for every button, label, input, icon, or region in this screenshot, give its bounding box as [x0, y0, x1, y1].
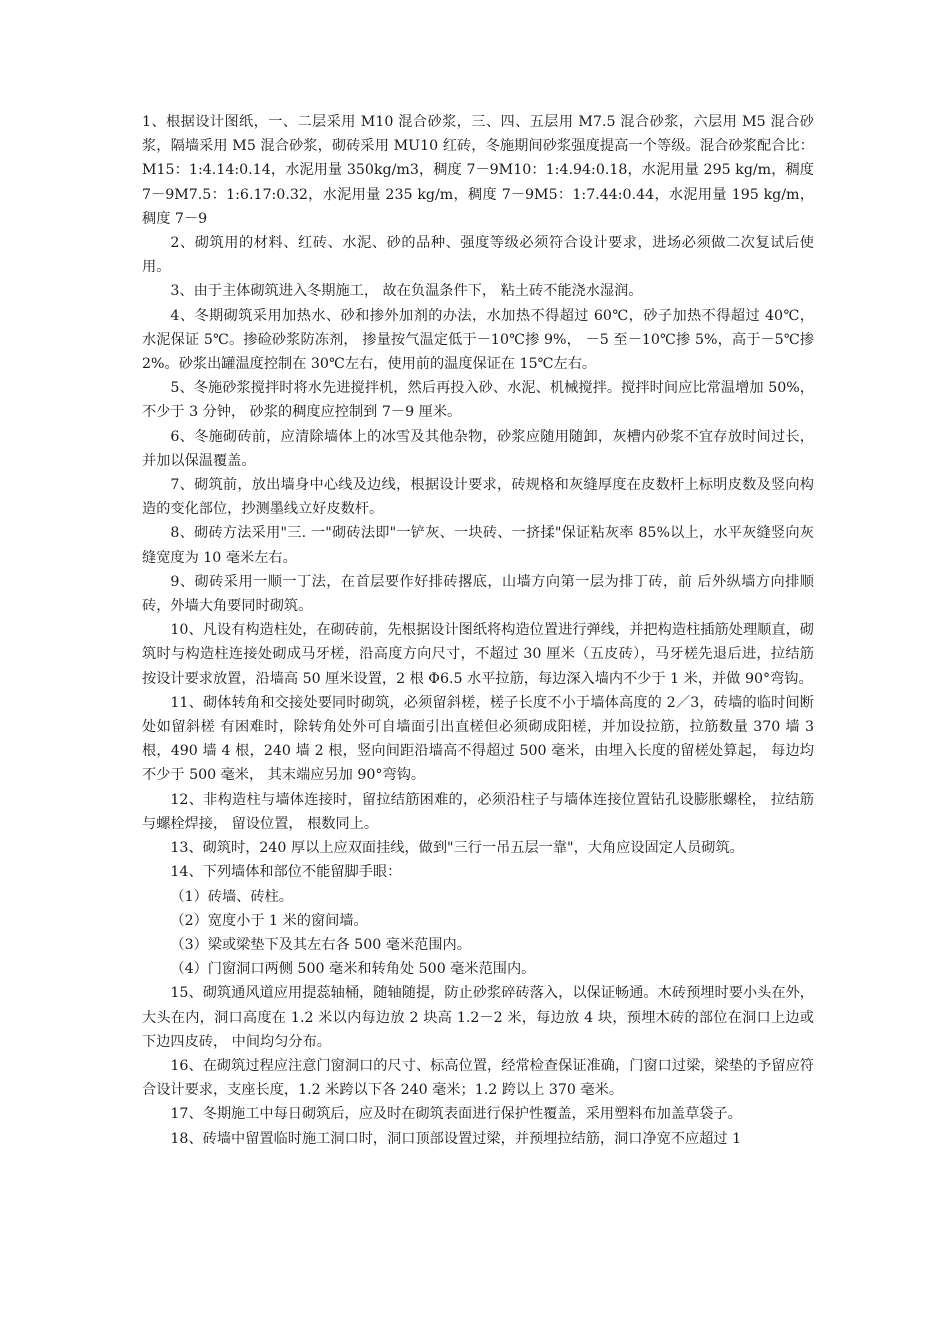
document-body: [142, 110, 814, 1151]
paragraph-5: 5、冬施砂浆搅拌时将水先进搅拌机，然后再投入砂、水泥、机械搅拌。搅拌时间应比常温增加 50%， 不少于 3 分钟， 砂浆的稠度应控制到 7－9 厘米。: [142, 380, 814, 421]
paragraph-1: 1、根据设计图纸，一、二层采用 M10 混合砂浆，三、四、五层用 M7.5 混合砂浆，六层用 M5 混合砂浆，隔墙采用 M5 混合砂浆，砌砖采用 MU10 红砖，冬施期间砂浆强度提高一个等级。混合砂浆配合比：M15：1:4.14:0.14，水泥用量 350kg/m3，稠度 7－9M10：1:4.94:0.18，水泥用量 295 kg/m，稠度 7－9M7.5：1:6.17:0.32，水泥用量 235 kg/m，稠度 7－9M5：1:7.44:0.44，水泥用量 195 kg/m， 稠度 7－9: [142, 114, 814, 227]
paragraph-14: 14、下列墙体和部位不能留脚手眼：: [170, 864, 402, 881]
paragraph-8: 8、砌砖方法采用"三. 一"砌砖法即"一铲灰、一块砖、一挤揉"保证粘灰率 85%以上，水平灰缝竖向灰缝宽度为 10 毫米左右。: [142, 525, 814, 566]
paragraph-12: 12、非构造柱与墙体连接时，留拉结筋困难的，必须沿柱子与墙体连接位置钻孔设膨胀螺栓， 拉结筋与螺栓焊接， 留设位置， 根数同上。: [142, 791, 814, 832]
paragraph-17: 17、冬期施工中每日砌筑后，应及时在砌筑表面进行保护性覆盖，采用塑料布加盖草袋子。: [170, 1106, 742, 1123]
paragraph-7: 7、砌筑前，放出墙身中心线及边线，根据设计要求，砖规格和灰缝厚度在皮数杆上标明皮数及竖向构造的变化部位，抄测墨线立好皮数杆。: [142, 477, 814, 518]
paragraph-11: 11、砌体转角和交接处要同时砌筑，必须留斜槎，槎子长度不小于墙体高度的 2／3，砖墙的临时间断处如留斜槎 有困难时，除转角处外可自墙面引出直槎但必须砌成阳槎，并加设拉筋，拉筋数量 370 墙 3 根，490 墙 4 根，240 墙 2 根，竖向间距沿墙高不得超过 500 毫米，由埋入长度的留槎处算起， 每边均不少于 500 毫米， 其末端应另加 90°弯钩。: [142, 694, 814, 784]
paragraph-10: 10、凡设有构造柱处，在砌砖前，先根据设计图纸将构造位置进行弹线，并把构造柱插筋处理顺直，砌筑时与构造柱连接处砌成马牙槎，沿高度方向尺寸，不超过 30 厘米（五皮砖），马牙槎先退后进，拉结筋按设计要求放置，沿墙高 50 厘米设置，2 根 Φ6.5 水平拉筋，每边深入墙内不少于 1 米，并做 90°弯钩。: [142, 622, 814, 687]
paragraph-16: 16、在砌筑过程应注意门窗洞口的尺寸、标高位置，经常检查保证准确，门窗口过梁，梁垫的予留应符合设计要求，支座长度，1.2 米跨以下各 240 毫米；1.2 跨以上 370 毫米。: [142, 1057, 814, 1099]
paragraph-15: 15、砌筑通风道应用提蕊轴桶，随轴随提，防止砂浆碎砖落入，以保证畅通。木砖预埋时要小头在外，大头在内，洞口高度在 1.2 米以内每边放 2 块高 1.2－2 米，每边放 4 块，预埋木砖的部位在洞口上边或下边四皮砖， 中间均匀分布。: [142, 985, 814, 1050]
paragraph-13: 13、砌筑时，240 厚以上应双面挂线，做到"三行一吊五层一靠"，大角应设固定人员砌筑。: [170, 840, 744, 857]
list-item-2: （2）宽度小于 1 米的窗间墙。: [170, 912, 368, 929]
paragraph-6: 6、冬施砌砖前，应清除墙体上的冰雪及其他杂物，砂浆应随用随卸，灰槽内砂浆不宜存放时间过长， 并加以保温覆盖。: [142, 428, 814, 469]
paragraph-2: 2、砌筑用的材料、红砖、水泥、砂的品种、强度等级必须符合设计要求，进场必须做二次复试后使用。: [142, 235, 814, 276]
list-item-1: （1）砖墙、砖柱。: [170, 888, 293, 905]
paragraph-3: 3、由于主体砌筑进入冬期施工， 故在负温条件下， 粘土砖不能浇水湿润。: [170, 283, 643, 300]
paragraph-9: 9、砌砖采用一顺一丁法，在首层要作好排砖撂底，山墙方向第一层为排丁砖，前 后外纵墙方向排顺砖，外墙大角要同时砌筑。: [142, 573, 814, 615]
list-item-4: （4）门窗洞口两侧 500 毫米和转角处 500 毫米范围内。: [170, 961, 536, 978]
paragraph-4: 4、冬期砌筑采用加热水、砂和掺外加剂的办法，水加热不得超过 60℃，砂子加热不得超过 40℃， 水泥保证 5℃。掺硷砂浆防冻剂， 掺量按气温定低于－10℃掺 9%， －5 至－10℃掺 5%，高于－5℃掺 2%。砂浆出罐温度控制在 30℃左右，使用前的温度保证在 15℃左右。: [142, 307, 814, 373]
list-item-3: （3）梁或梁垫下及其左右各 500 毫米范围内。: [170, 936, 471, 953]
paragraph-18: 18、砖墙中留置临时施工洞口时，洞口顶部设置过梁，并预埋拉结筋，洞口净宽不应超过 1: [170, 1130, 742, 1147]
